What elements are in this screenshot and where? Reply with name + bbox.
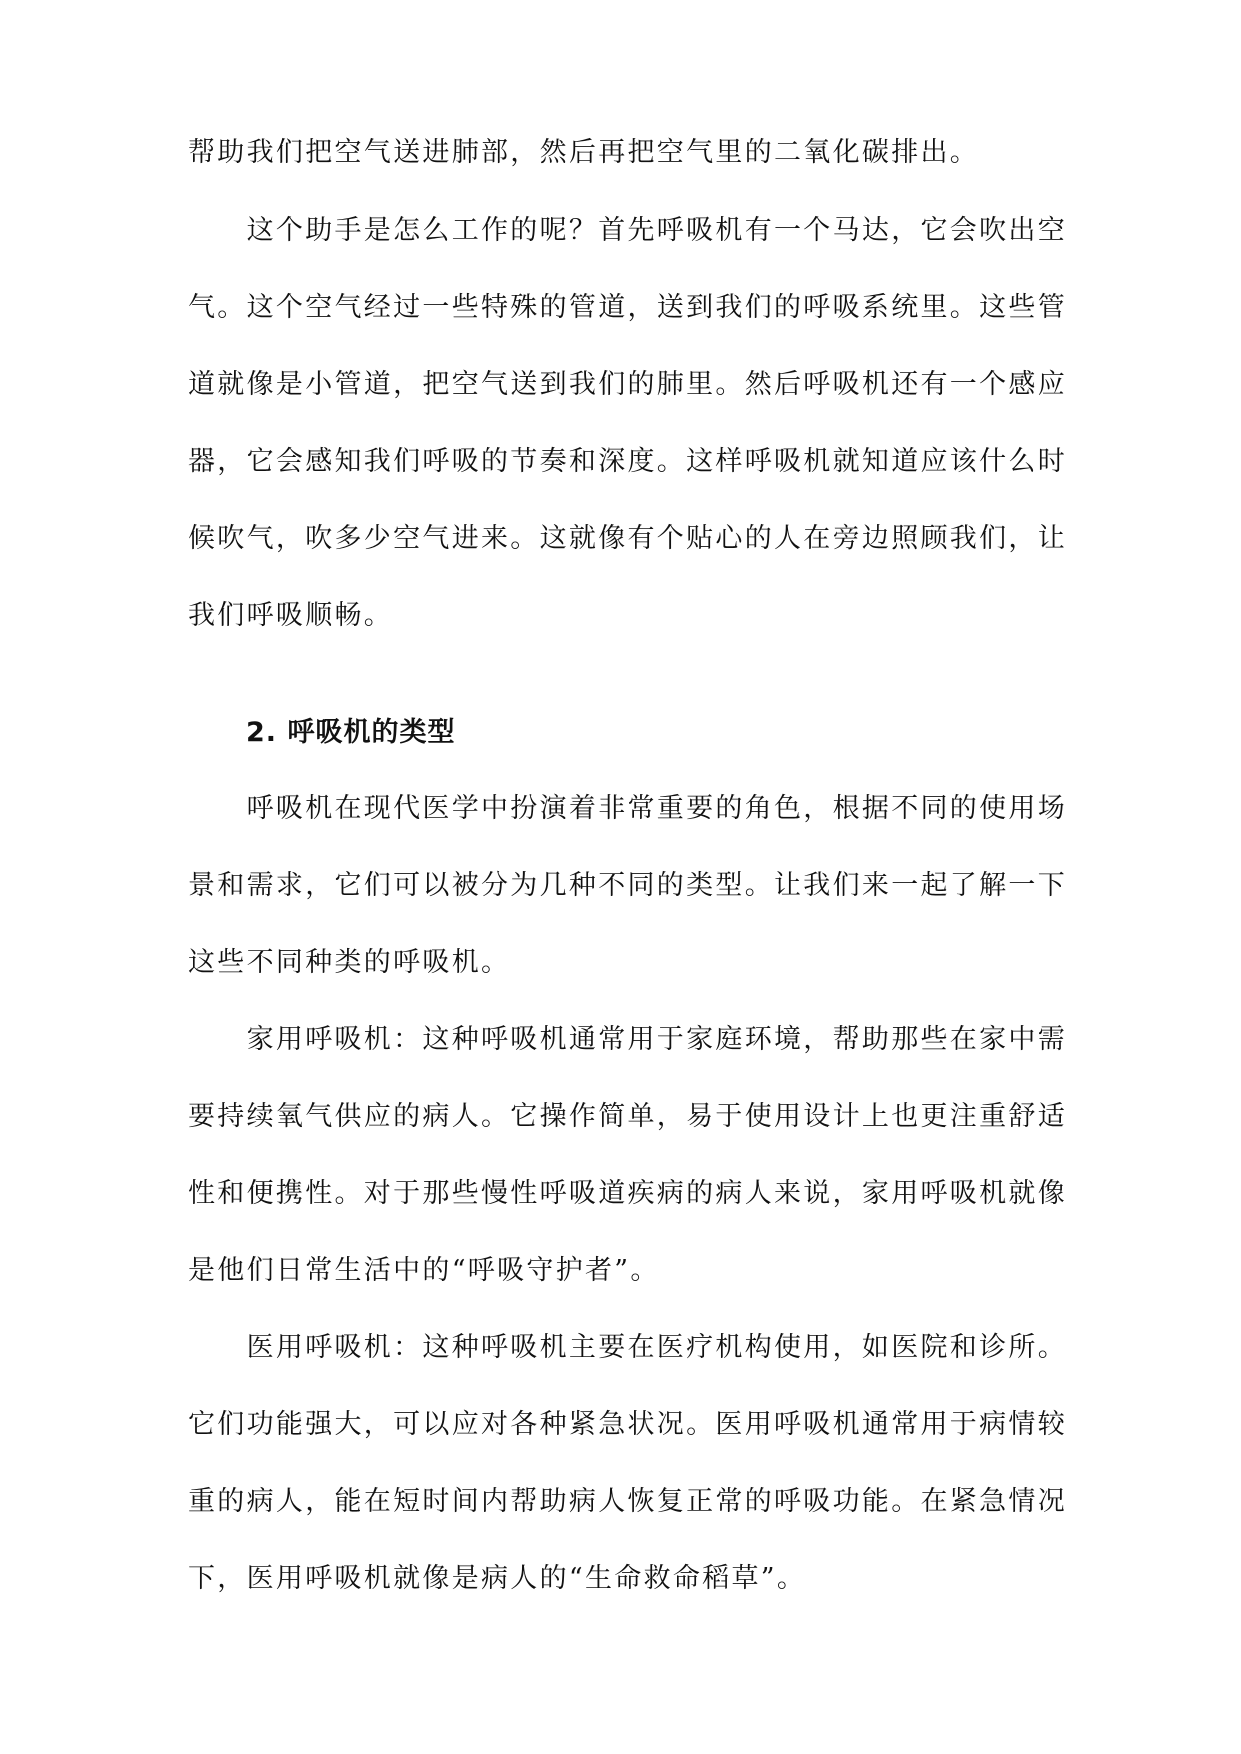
paragraph-line: 我们呼吸顺畅。 [188,600,394,631]
paragraph-line: 景和需求，它们可以被分为几种不同的类型。让我们来一起了解一下 [188,870,1067,901]
paragraph-line: 候吹气，吹多少空气进来。这就像有个贴心的人在旁边照顾我们，让 [188,523,1067,554]
paragraph-line: 重的病人，能在短时间内帮助病人恢复正常的呼吸功能。在紧急情况 [188,1486,1067,1517]
paragraph-line: 呼吸机在现代医学中扮演着非常重要的角色，根据不同的使用场 [188,793,1067,824]
paragraph-line: 气。这个空气经过一些特殊的管道，送到我们的呼吸系统里。这些管 [188,292,1067,323]
paragraph-line: 器，它会感知我们呼吸的节奏和深度。这样呼吸机就知道应该什么时 [188,446,1067,477]
paragraph-line: 道就像是小管道，把空气送到我们的肺里。然后呼吸机还有一个感应 [188,369,1067,400]
section-heading: 2. 呼吸机的类型 [246,717,456,748]
paragraph-line: 下，医用呼吸机就像是病人的“生命救命稻草”。 [188,1563,807,1594]
paragraph-line: 帮助我们把空气送进肺部，然后再把空气里的二氧化碳排出。 [188,137,980,168]
paragraph-line: 家用呼吸机：这种呼吸机通常用于家庭环境，帮助那些在家中需 [188,1024,1067,1055]
paragraph-line: 要持续氧气供应的病人。它操作简单，易于使用设计上也更注重舒适 [188,1101,1067,1132]
paragraph-line: 这些不同种类的呼吸机。 [188,947,511,978]
paragraph-line: 性和便携性。对于那些慢性呼吸道疾病的病人来说，家用呼吸机就像 [188,1178,1067,1209]
paragraph-line: 它们功能强大，可以应对各种紧急状况。医用呼吸机通常用于病情较 [188,1409,1067,1440]
paragraph-line: 这个助手是怎么工作的呢？首先呼吸机有一个马达，它会吹出空 [188,215,1067,246]
paragraph-line: 是他们日常生活中的“呼吸守护者”。 [188,1255,660,1286]
paragraph-line: 医用呼吸机：这种呼吸机主要在医疗机构使用，如医院和诊所。 [188,1332,1067,1363]
